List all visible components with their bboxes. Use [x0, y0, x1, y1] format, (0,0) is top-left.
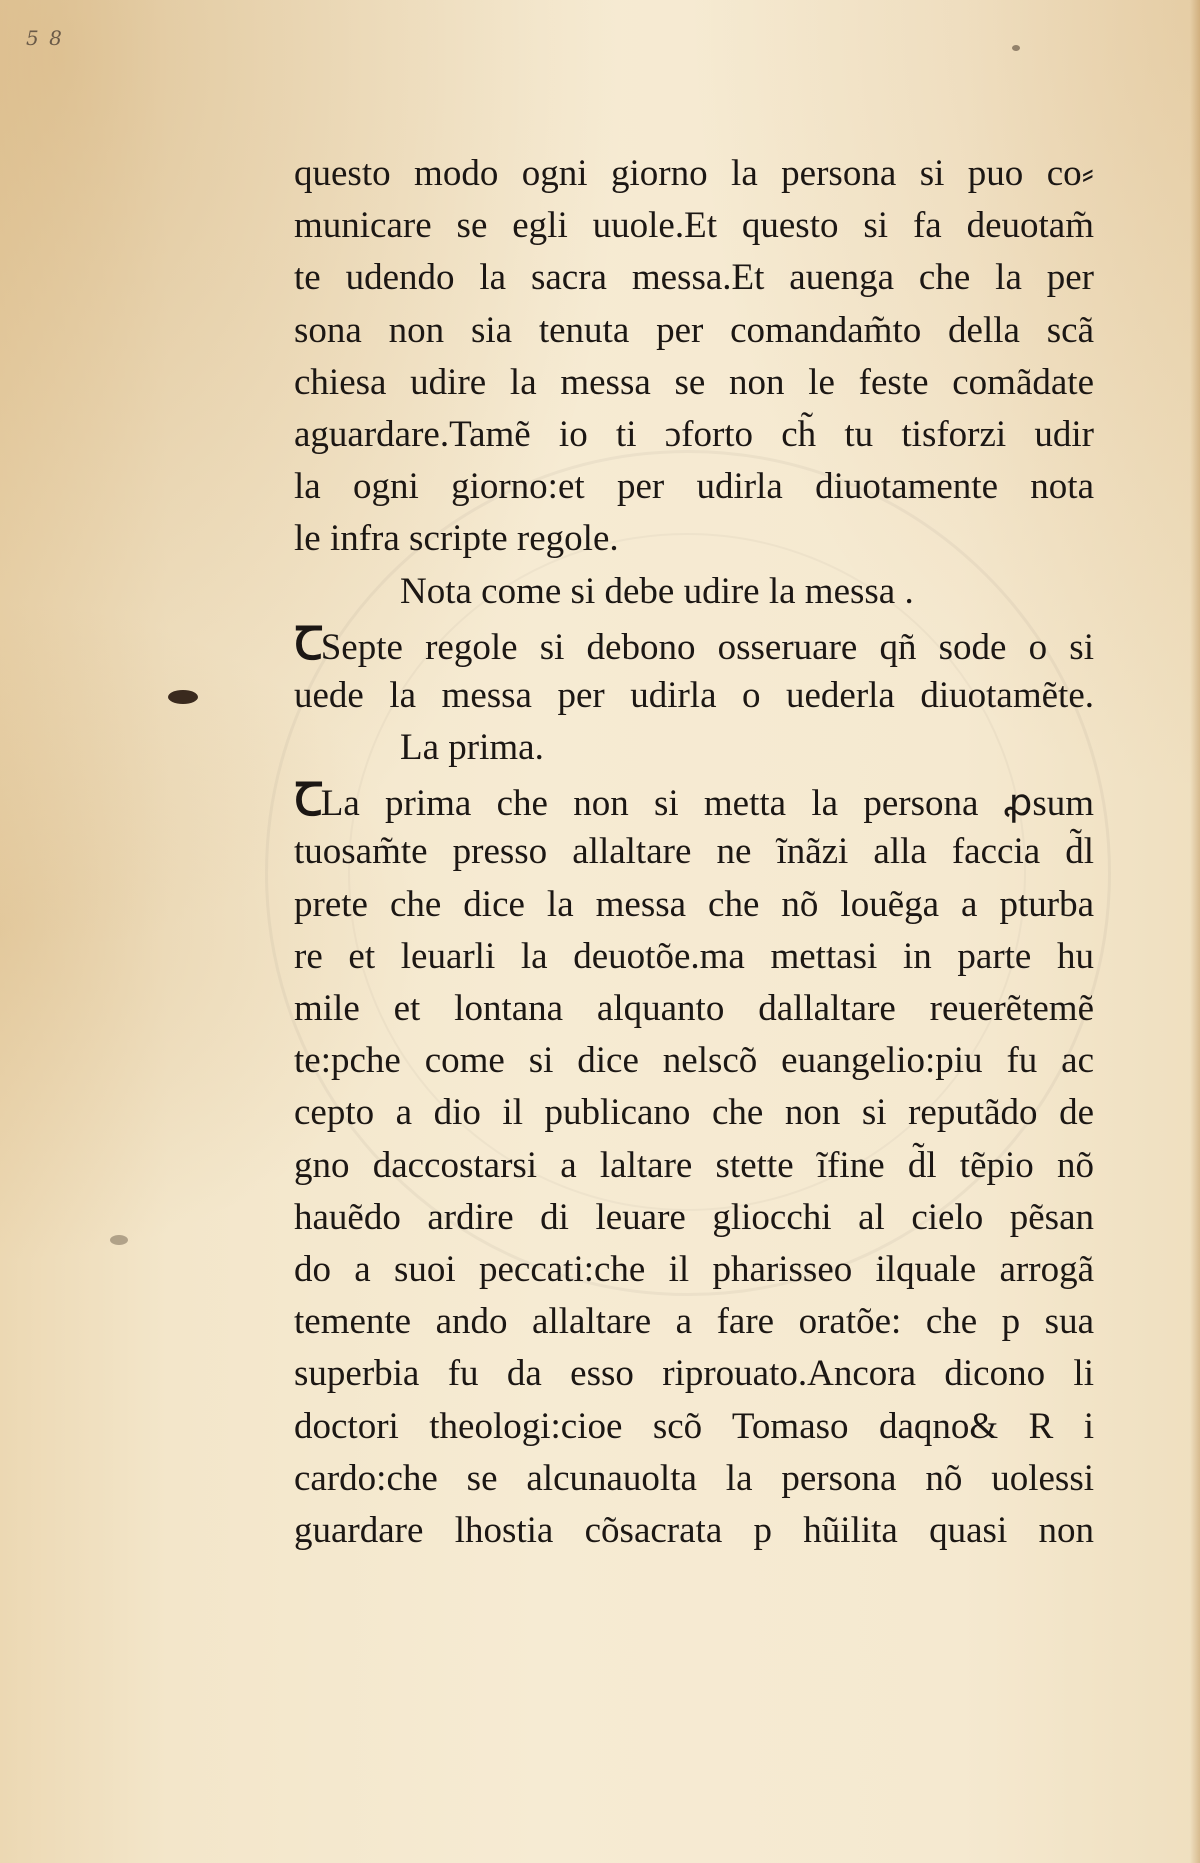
text-line: tuosam̃te presso allaltare ne ĩnãzi alla faccia d̃l: [294, 831, 1094, 873]
text-line: mile et lontana alquanto dallaltare reuerẽtemẽ: [294, 988, 1094, 1029]
ink-speck: [1012, 45, 1020, 51]
text-line: prete che dice la messa che nõ louẽga a pturba: [294, 883, 1094, 925]
pilcrow-mark: Ꞇ: [294, 617, 319, 669]
text-line: re et leuarli la deuotõe.ma mettasi in parte hu: [294, 935, 1094, 977]
text-line: sona non sia tenuta per comandam̃to della scã: [294, 309, 1094, 351]
section-heading: La prima.: [400, 727, 544, 769]
page-edge-shadow: [1190, 0, 1200, 1863]
text-line: uede la messa per udirla o uederla diuotamẽte.: [294, 674, 1094, 716]
text-line: aguardare.Tamẽ io ti ɔforto ch̃ tu tisforzi udir: [294, 413, 1094, 455]
ink-speck: [110, 1235, 128, 1245]
text-line: Septe regole si debono osseruare qñ sode o si: [320, 626, 1094, 668]
text-line: te:pche come si dice nelscõ euangelio:piu fu ac: [294, 1040, 1094, 1082]
section-heading: Nota come si debe udire la messa .: [400, 570, 914, 612]
pilcrow-mark: Ꞇ: [294, 774, 319, 826]
text-line: gno daccostarsi a laltare stette ĩfine d̃l tẽpio nõ: [294, 1144, 1094, 1186]
text-line: hauẽdo ardire di leuare gliocchi al cielo pẽsan: [294, 1196, 1094, 1238]
text-line: doctori theologi:cioe scõ Tomaso daqno& R i: [294, 1405, 1094, 1447]
text-line: municare se egli uuole.Et questo si fa deuotam̃: [294, 205, 1094, 247]
text-line: temente ando allaltare a fare oratõe: che p sua: [294, 1301, 1094, 1343]
text-line: la ogni giorno:et per udirla diuotamente nota: [294, 466, 1094, 508]
paragraph-start-line: [294, 774, 1094, 826]
folio-number: 5 8: [26, 26, 64, 50]
text-line: guardare lhostia cõsacrata p hũilita quasi non: [294, 1509, 1094, 1551]
text-block: [294, 148, 1094, 1557]
text-line: cepto a dio il publicano che non si reputãdo de: [294, 1092, 1094, 1134]
text-line: La prima che non si metta la persona ꝓsum: [320, 783, 1094, 825]
text-line: te udendo la sacra messa.Et auenga che la per: [294, 257, 1094, 299]
text-line: le infra scripte regole.: [294, 518, 619, 560]
text-line: do a suoi peccati:che il pharisseo ilquale arrogã: [294, 1248, 1094, 1290]
text-line: superbia fu da esso riprouato.Ancora dicono li: [294, 1353, 1094, 1395]
ink-blot: [168, 690, 198, 704]
text-line: cardo:che se alcunauolta la persona nõ uolessi: [294, 1457, 1094, 1499]
text-line: chiesa udire la messa se non le feste comãdate: [294, 361, 1094, 403]
paragraph-start-line: [294, 618, 1094, 670]
text-line: questo modo ogni giorno la persona si puo co⸗: [294, 153, 1094, 194]
